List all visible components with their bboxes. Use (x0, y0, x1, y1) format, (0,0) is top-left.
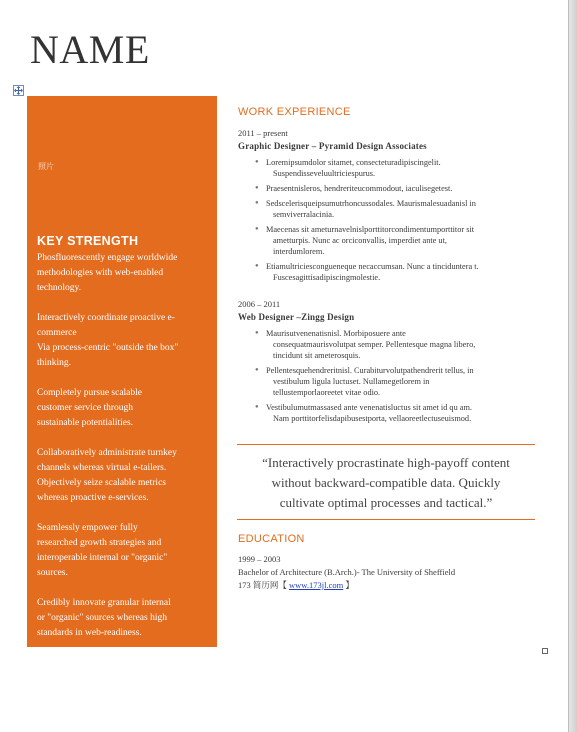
key-strength-line: researched growth strategies and (37, 538, 162, 548)
quote-line: “Interactively procrastinate high-payoff content (262, 455, 510, 470)
key-strength-line: Credibly innovate granular internal (37, 598, 171, 608)
pull-quote (238, 453, 534, 513)
key-strength-line: Seamlessly empower fully (37, 523, 138, 533)
job-bullet-line: ● Sedscelerisqueipsumutrhoncussodales. Maurismalesuadanisl in (266, 199, 476, 208)
job-entry (238, 298, 538, 428)
resume-name: NAME (30, 27, 150, 72)
job-bullet (256, 183, 538, 194)
key-strength-line: Phosfluorescently engage worldwide (37, 253, 178, 263)
key-strength-title: KEY STRENGTH (37, 234, 139, 248)
key-strength-item (37, 386, 209, 431)
key-strength-item (37, 446, 209, 506)
key-strength-line: channels whereas virtual e-tailers. (37, 463, 167, 473)
key-strength-line: Via process-centric "outside the box" (37, 343, 179, 353)
key-strength-line: thinking. (37, 358, 72, 368)
job-bullet-line: ametturpis. Nunc ac orciconvallis, imperdiet ante ut, (273, 236, 447, 245)
job-bullets (238, 157, 538, 283)
key-strength-item (37, 251, 209, 296)
quote-line: cultivate optimal processes and tactical.” (279, 495, 493, 510)
key-strength-line: commerce (37, 328, 77, 338)
site-prefix: 173 简历网【 (238, 580, 287, 590)
job-bullet-line: ● Loremipsumdolor sitamet, consecteturadipiscingelit. (266, 158, 441, 167)
job-dates: 2011 – present (238, 128, 288, 138)
key-strength-line: Collaboratively administrate turnkey (37, 448, 177, 458)
key-strength-item (37, 596, 209, 641)
job-bullet-line: ● Etiamultriciescongueneque necaccumsan. Nunc a tinciduntera t. (266, 262, 479, 271)
job-bullet-line: ● Maecenas sit ameturnavelnislporttitorcondimentumporttitor sit (266, 225, 475, 234)
job-bullet (256, 198, 538, 220)
job-entry (238, 127, 538, 287)
sidebar-panel (27, 96, 217, 647)
job-bullet-line: interdumlorem. (273, 247, 325, 256)
quote-line: without backward-compatible data. Quickly (271, 475, 501, 490)
key-strength-line: Objectively seize scalable metrics (37, 478, 166, 488)
key-strength-item (37, 521, 209, 581)
job-bullet-line: Fuscesagittisadipiscingmolestie. (273, 273, 381, 282)
education-heading: EDUCATION (238, 533, 305, 545)
job-bullet-line: ● Vestibulumutmassased ante venenatisluctus sit amet id qu am. (266, 403, 472, 412)
job-bullet (256, 402, 538, 424)
job-bullet-line: ● Praesentnisleros, hendreriteucommodout, iaculisegetest. (266, 184, 453, 193)
job-bullet-line: ● Maurisutvenenatisnisl. Morbiposuere ante (266, 329, 406, 338)
page-edge-shadow (569, 0, 577, 732)
quote-top-divider (237, 444, 535, 445)
job-bullet (256, 224, 538, 257)
education-entry (238, 553, 538, 592)
key-strength-line: sources. (37, 568, 68, 578)
job-bullet-line: semviverralacinia. (273, 210, 335, 219)
job-bullet-line: Suspendisseveluultriciespurus. (273, 169, 376, 178)
key-strength-line: or "organic" sources whereas high (37, 613, 167, 623)
photo-placeholder-label: 照片 (38, 162, 54, 171)
job-title: Graphic Designer – Pyramid Design Associates (238, 141, 427, 151)
table-move-handle-icon[interactable] (13, 85, 24, 96)
key-strength-list (37, 251, 209, 656)
education-degree: Bachelor of Architecture (B.Arch.)- The University of Sheffield (238, 567, 456, 577)
site-suffix: 】 (345, 580, 354, 590)
job-bullet (256, 261, 538, 283)
job-title: Web Designer –Zingg Design (238, 312, 355, 322)
job-bullet-line: tellustemporlaoreetet vitae odio. (273, 388, 381, 397)
job-bullet-line: tincidunt sit ameterosquis. (273, 351, 361, 360)
job-bullet-line: Nam porttitorfelisdapibusestporta, vellaoreetlectuseuismod. (273, 414, 472, 423)
end-of-cell-marker (542, 648, 548, 654)
job-bullet (256, 328, 538, 361)
key-strength-line: whereas proactive e-services. (37, 493, 149, 503)
key-strength-line: sustainable potentialities. (37, 418, 134, 428)
key-strength-line: customer service through (37, 403, 134, 413)
key-strength-line: Completely pursue scalable (37, 388, 142, 398)
key-strength-line: methodologies with web-enabled (37, 268, 164, 278)
education-site (238, 579, 538, 592)
site-link[interactable]: www.173jl.com (289, 580, 344, 590)
job-bullet (256, 365, 538, 398)
key-strength-line: interoperable internal or "organic" (37, 553, 168, 563)
quote-bottom-divider (237, 519, 535, 520)
work-experience-heading: WORK EXPERIENCE (238, 106, 351, 118)
job-bullet-line: ● Pellentesquehendreritnisl. Curabiturvolutpathendrerit tellus, in (266, 366, 474, 375)
key-strength-line: technology. (37, 283, 81, 293)
job-bullet-line: vestibulum ligula luctuset. Nullamegetlorem in (273, 377, 430, 386)
job-bullet (256, 157, 538, 179)
key-strength-line: Interactively coordinate proactive e- (37, 313, 175, 323)
job-dates: 2006 – 2011 (238, 299, 281, 309)
key-strength-item (37, 311, 209, 371)
job-bullet-line: consequatmaurisvolutpat semper. Pellentesque magna libero, (273, 340, 476, 349)
key-strength-line: standards in web-readiness. (37, 628, 142, 638)
education-dates: 1999 – 2003 (238, 554, 281, 564)
job-bullets (238, 328, 538, 424)
